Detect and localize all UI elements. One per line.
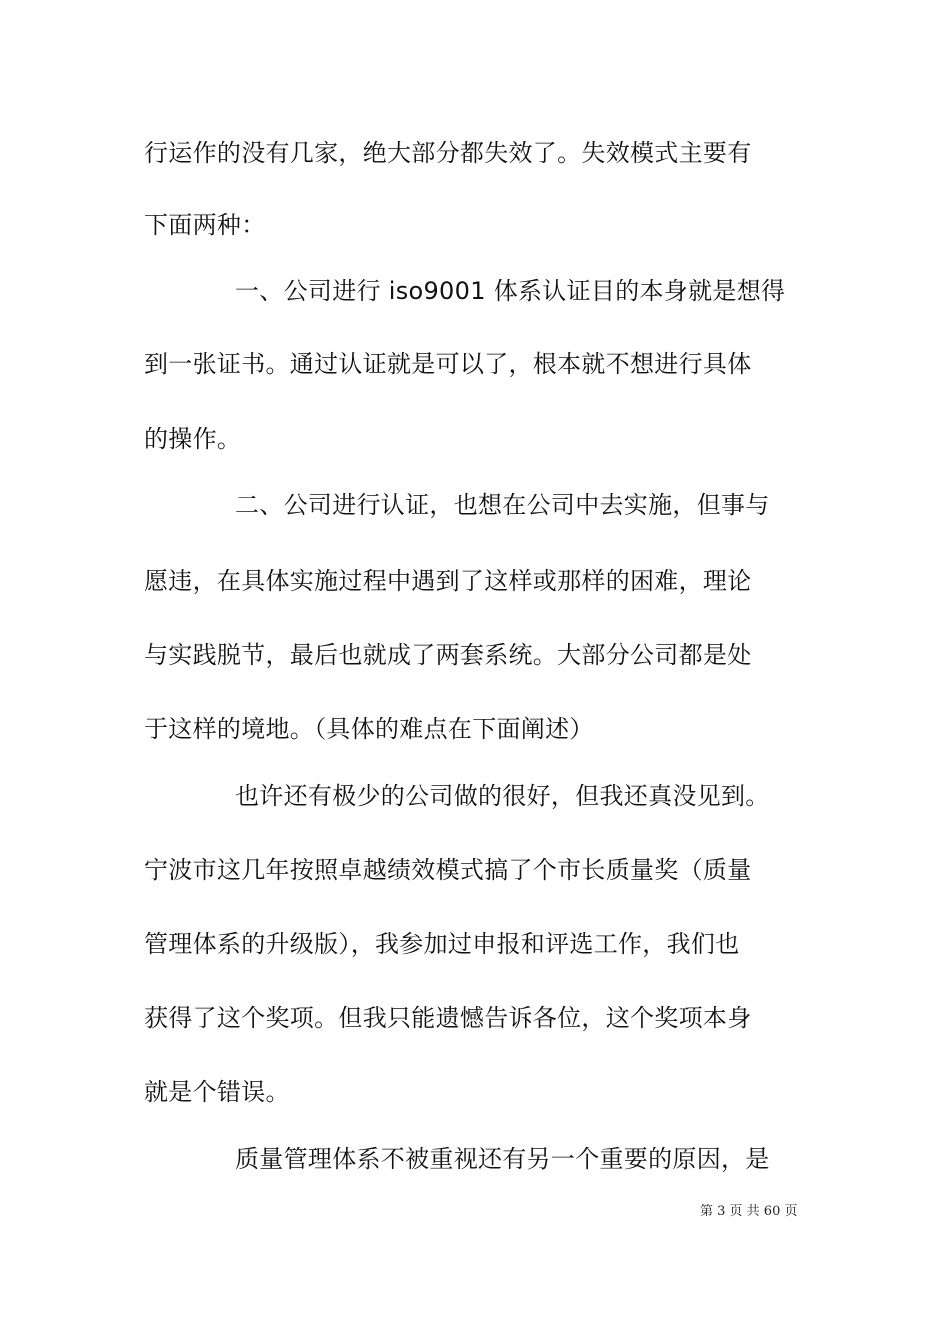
text-line: 愿违，在具体实施过程中遇到了这样或那样的困难，理论 [144,567,752,595]
text-line: 质量管理体系不被重视还有另一个重要的原因，是 [235,1145,770,1173]
text-line: 与实践脱节，最后也就成了两套系统。大部分公司都是处 [144,641,752,669]
text-line: 二、公司进行认证，也想在公司中去实施，但事与 [235,491,770,519]
text-line: 获得了这个奖项。但我只能遗憾告诉各位，这个奖项本身 [144,1004,752,1032]
text-line: 管理体系的升级版），我参加过申报和评选工作，我们也 [144,930,740,958]
text-line: 宁波市这几年按照卓越绩效模式搞了个市长质量奖（质量 [144,856,752,884]
page-number: 第 3 页 共 60 页 [700,1204,798,1219]
text-line: 也许还有极少的公司做的很好，但我还真没见到。 [235,782,770,810]
text-line: 到一张证书。通过认证就是可以了，根本就不想进行具体 [144,350,752,378]
text-line: 就是个错误。 [144,1078,290,1106]
text-line: 一、公司进行 iso9001 体系认证目的本身就是想得 [235,277,786,305]
text-line: 的操作。 [144,425,242,453]
text-line: 行运作的没有几家，绝大部分都失效了。失效模式主要有 [144,139,752,167]
text-line: 下面两种： [144,211,266,239]
text-line: 于这样的境地。（具体的难点在下面阐述） [144,715,594,743]
